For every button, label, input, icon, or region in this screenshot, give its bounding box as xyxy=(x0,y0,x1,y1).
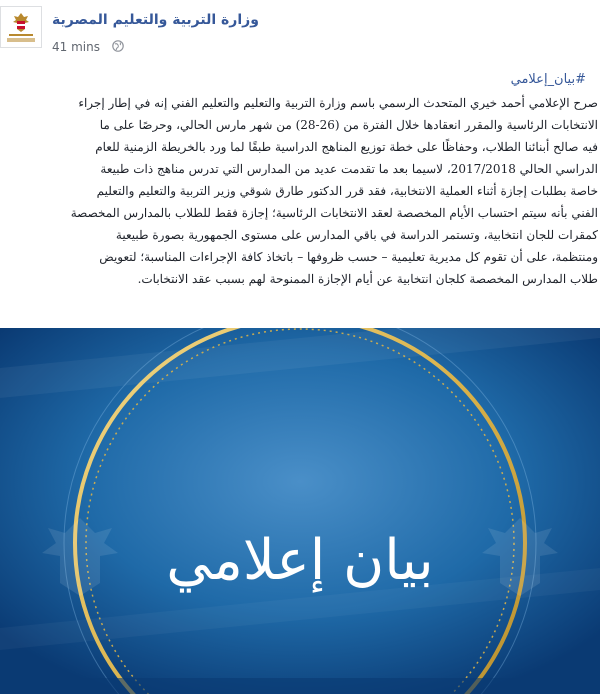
post-header xyxy=(0,0,600,72)
post-line: كمقرات للجان انتخابية، وتستمر الدراسة في باقي المدارس على مستوى الجمهورية بصورة طبيعية xyxy=(115,228,598,242)
post-timestamp[interactable]: 41 mins xyxy=(52,40,100,54)
hashtag-link[interactable]: #بيان_إعلامي xyxy=(510,72,586,87)
post-line: الانتخابات الرئاسية والمقرر انعقادها خلال الفترة من (26-28) من شهر مارس الحالي، وحرصًا على ما xyxy=(99,118,598,132)
banner-title: بيان إعلامي xyxy=(166,528,434,593)
post-line: الفني بأنه سيتم احتساب الأيام المخصصة لعقد الانتخابات الرئاسية؛ إجازة فقط للطلاب بالمدارس المخصصة xyxy=(70,206,598,220)
post-line: ومنتظمة، على أن تقوم كل مديرية تعليمية – حسب ظروفها – باتخاذ كافة الإجراءات المناسبة؛ لتعويض xyxy=(99,250,598,264)
egypt-eagle-logo-icon xyxy=(1,7,41,47)
post-image[interactable] xyxy=(0,328,600,694)
post-line: طلاب المدارس المخصصة كلجان انتخابية عن أيام الإجازة الممنوحة لهم بسبب عقد الانتخابات. xyxy=(137,272,598,286)
page-avatar[interactable] xyxy=(0,6,42,48)
banner-graphic xyxy=(0,328,600,694)
post-line: فيه صالح أبنائنا الطلاب، وحفاظًا على خطة توزيع المناهج الدراسية طبقًا لما ورد بالخريطة الزمنية للعام xyxy=(95,140,598,154)
page-name-link[interactable]: وزارة التربية والتعليم المصرية xyxy=(52,12,259,28)
post-line: صرح الإعلامي أحمد خيري المتحدث الرسمي باسم وزارة التربية والتعليم والتعليم الفني إنه في إطار إجراء xyxy=(78,96,598,110)
post-line: الدراسي الحالي 2017/2018، لاسيما بعد ما تقدمت عديد من المدارس التي تدرس مناهج ذات طبيعة xyxy=(100,162,598,176)
globe-icon[interactable] xyxy=(112,40,124,52)
post-text xyxy=(0,92,598,290)
post-line: خاصة بطلبات إجازة أثناء العملية الانتخابية، فقد قرر الدكتور طارق شوقي وزير التربية والتعليم والتعليم xyxy=(96,184,598,198)
